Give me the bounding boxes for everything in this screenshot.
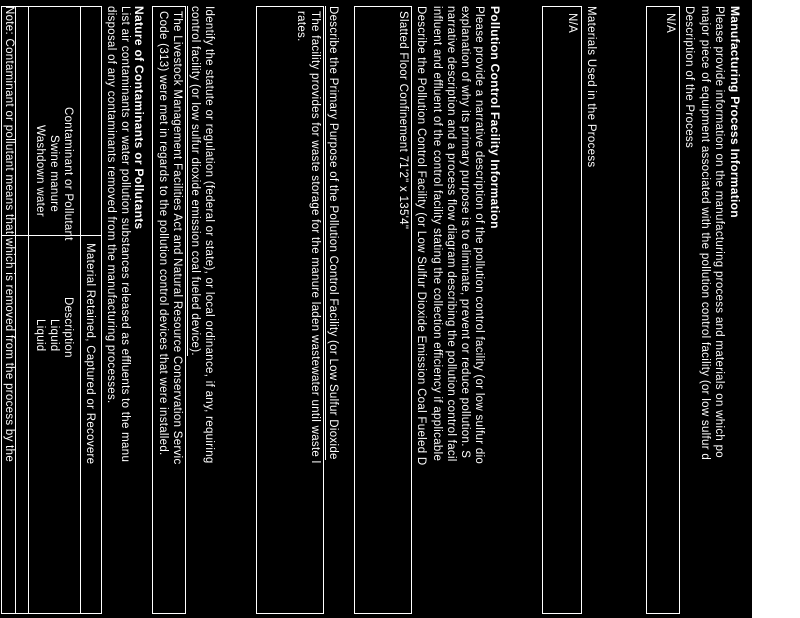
process-description-box: [646, 6, 680, 614]
pollution-control-instructions-2: explanation of why its primary purpose is to eliminate, prevent or reduce pollution. S: [459, 6, 471, 459]
table-super-header: Material Retained, Captured or Recovere: [84, 243, 96, 465]
manufacturing-heading: Manufacturing Process Information: [728, 6, 742, 218]
nature-heading: Nature of Contaminants or Pollutants: [132, 6, 146, 230]
primary-purpose-label: Describe the Primary Purpose of the Pollution Control Facility (or Low Sulfur Dioxide: [327, 6, 339, 460]
primary-purpose-value-2: rates.: [295, 11, 307, 42]
pollution-control-instructions-4: influent and effluent of the control facility stating the collection efficiency if applicable: [431, 6, 443, 462]
table-row-description: Liquid: [34, 319, 46, 352]
table-row-pollutant: Washdown water: [34, 125, 46, 217]
statute-value-2: Code (313) were met in regards to the pollution control devices that were installed.: [157, 11, 169, 456]
note-text: Note: Contaminant or pollutant means that which is removed from the process by the: [3, 6, 15, 463]
nature-instructions-2: disposal of any contaminants removed from the manufacturing processes.: [105, 6, 117, 404]
materials-label: Materials Used in the Process: [585, 6, 597, 168]
table-header-description: Description: [62, 297, 74, 358]
contaminants-table: [28, 6, 102, 614]
process-description-value: N/A: [664, 13, 676, 34]
table-row-description: Liquid: [48, 319, 60, 352]
nature-instructions-1: List air contaminants or water pollution substances released as effluents to the manu: [119, 6, 131, 463]
primary-purpose-box: [256, 6, 324, 614]
statute-instructions-2: control facility (or low sulfur dioxide emission coal fueled device).: [189, 6, 201, 356]
pollution-control-instructions-3: narrative description and a process flow diagram describing the pollution control facil: [445, 6, 457, 462]
statute-instructions-1: Identify the statute or regulation (federal or state), or local ordinance, if any, requiring: [203, 6, 215, 464]
facility-description-box: [354, 6, 412, 614]
statute-box: [152, 6, 186, 614]
pollution-control-heading: Pollution Control Facility Information: [488, 6, 502, 229]
manufacturing-instructions-1: Please provide information on the manufacturing process and materials on which po: [713, 6, 725, 458]
manufacturing-instructions-2: major piece of equipment associated with the pollution control facility (or low sulfur d: [699, 6, 711, 461]
primary-purpose-value-1: The facility provides for waste storage for the manure laden wastewater until waste l: [309, 11, 321, 464]
process-description-label: Description of the Process: [683, 6, 695, 149]
materials-box: [542, 6, 582, 614]
table-header-pollutant: Contaminant or Pollutant: [62, 107, 74, 241]
materials-value: N/A: [566, 13, 578, 34]
facility-description-value: Slatted Floor Confinement 71'2" x 135'4": [397, 11, 409, 230]
facility-description-label: Describe the Pollution Control Facility (or Low Sulfur Dioxide Emission Coal Fueled D: [415, 6, 427, 466]
pollution-control-instructions-1: Please provide a narrative description of the pollution control facility (or low sulfur dio: [473, 6, 485, 465]
table-row-pollutant: Swine manure: [48, 135, 60, 213]
statute-value-1: The Livestock Management Facilities Act and Natural Resource Conservation Servic: [171, 11, 183, 465]
